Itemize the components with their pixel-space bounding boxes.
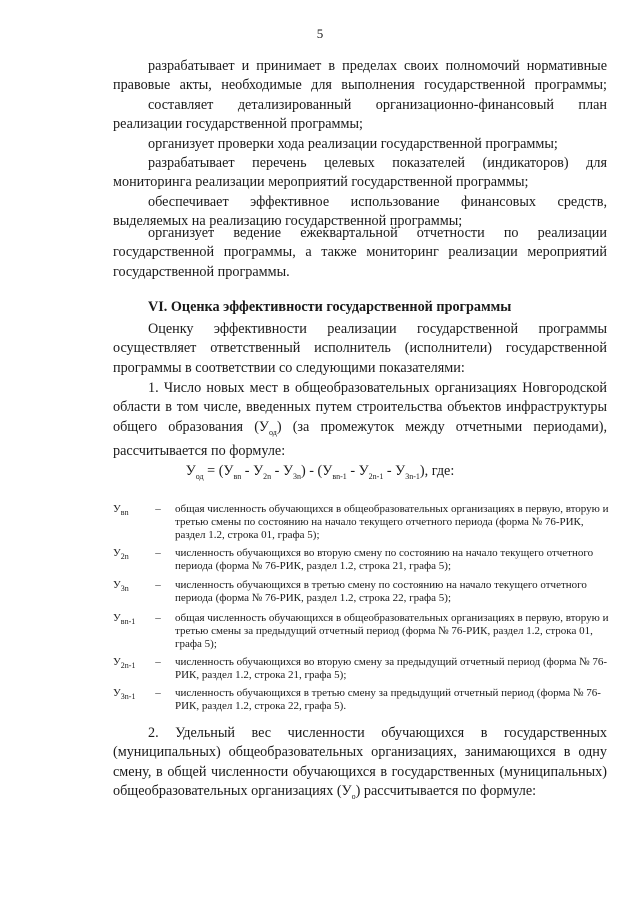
legend-dash: – <box>155 547 161 559</box>
item-2-subscript: о <box>351 792 356 802</box>
item-1-number: 1. <box>148 380 159 396</box>
formula-1: $У_{од} = (У_{вn} - У_{2n} - У_{3n}) - (У_{вn-1} - У_{2n-1} - У_{3n-1})$, где: <box>185 463 455 481</box>
legend-dash: – <box>155 612 161 624</box>
legend-dash: – <box>155 687 161 699</box>
item-2-paragraph <box>113 724 607 806</box>
intro-paragraph <box>113 320 607 378</box>
item-1-subscript: од <box>268 427 277 437</box>
item-2-text: Удельный вес численности обучающихся в государственных (муниципальных) общеобразовательных организациях, занимающихся в одну смену, в общей численности обучающихся в государственных (муниципальных) общеобразовательных организациях (У <box>113 725 607 800</box>
item-2-number: 2. <box>148 725 159 741</box>
legend-symbol: $У_{2n-1}$ <box>113 656 136 671</box>
item-1-text-end: ) (за промежуток между отчетными периодами), рассчитывается по формуле: <box>113 418 607 460</box>
duty-paragraph <box>113 57 607 96</box>
legend-dash: – <box>155 579 161 591</box>
duty-text: составляет детализированный организационно-финансовый план реализации государственной программы; <box>113 97 607 133</box>
page-number: 5 <box>316 26 324 41</box>
duty-paragraph <box>113 154 607 193</box>
legend-symbol: $У_{3n-1}$ <box>113 687 136 702</box>
duty-text: организует проверки хода реализации государственной программы; <box>148 136 558 152</box>
legend-text: общая численность обучающихся в общеобразовательных организациях в первую, вторую и третью смены по состоянию на начало текущего отчетного периода (форма № 76-РИК, раздел 1.2, строка 01, графа 5); <box>175 503 609 542</box>
legend-symbol: $У_{вn}$ <box>113 503 129 518</box>
legend-text: общая численность обучающихся в общеобразовательных организациях в первую, вторую и третью смены за предыдущий отчетный период (форма № 76-РИК, раздел 1.2, строка 01, графа 5); <box>175 612 609 651</box>
legend-symbol: $У_{вn-1}$ <box>113 612 136 627</box>
legend-symbol: $У_{2n}$ <box>113 547 129 562</box>
duty-text: разрабатывает перечень целевых показателей (индикаторов) для мониторинга реализации мероприятий государственной программы; <box>113 155 607 191</box>
legend-text: численность обучающихся в третью смену за предыдущий отчетный период (форма № 76-РИК, раздел 1.2, строка 22, графа 5). <box>175 687 601 713</box>
legend-text: численность обучающихся во вторую смену по состоянию на начало текущего отчетного периода (форма № 76-РИК, раздел 1.2, строка 21, графа 5); <box>175 547 594 573</box>
legend-dash: – <box>155 503 161 515</box>
section-heading: VI. Оценка эффективности государственной программы <box>148 299 512 315</box>
legend-symbol: $У_{3n}$ <box>113 579 129 594</box>
duty-text: обеспечивает эффективное использование финансовых средств, выделяемых на реализацию государственной программы; <box>113 194 607 230</box>
item-2-text-end: ) рассчитывается по формуле: <box>355 783 537 800</box>
duty-paragraph <box>113 96 607 135</box>
legend-text: численность обучающихся во вторую смену за предыдущий отчетный период (форма № 76-РИК, раздел 1.2, строка 21, графа 5); <box>175 656 608 682</box>
duty-paragraph <box>113 224 607 282</box>
item-1-text: Число новых мест в общеобразовательных организациях Новгородской области в том числе, введенных путем строительства объектов инфраструктуры общего образования (У <box>113 380 608 435</box>
legend-text: численность обучающихся в третью смену по состоянию на начало текущего отчетного периода (форма № 76-РИК, раздел 1.2, строка 22, графа 5); <box>175 579 587 605</box>
legend-dash: – <box>155 656 161 668</box>
duty-paragraph <box>113 135 607 154</box>
duty-text: разрабатывает и принимает в пределах своих полномочий нормативные правовые акты, необходимые для выполнения государственной программы; <box>113 58 607 94</box>
duty-text: организует ведение ежеквартальной отчетности по реализации государственной программы, а также мониторинг реализации мероприятий государственной программы. <box>113 225 607 280</box>
intro-text: Оценку эффективности реализации государственной программы осуществляет ответственный исполнитель (исполнители) государственной программы в соответствии со следующими показателями: <box>113 321 607 376</box>
item-1-paragraph <box>113 379 607 461</box>
